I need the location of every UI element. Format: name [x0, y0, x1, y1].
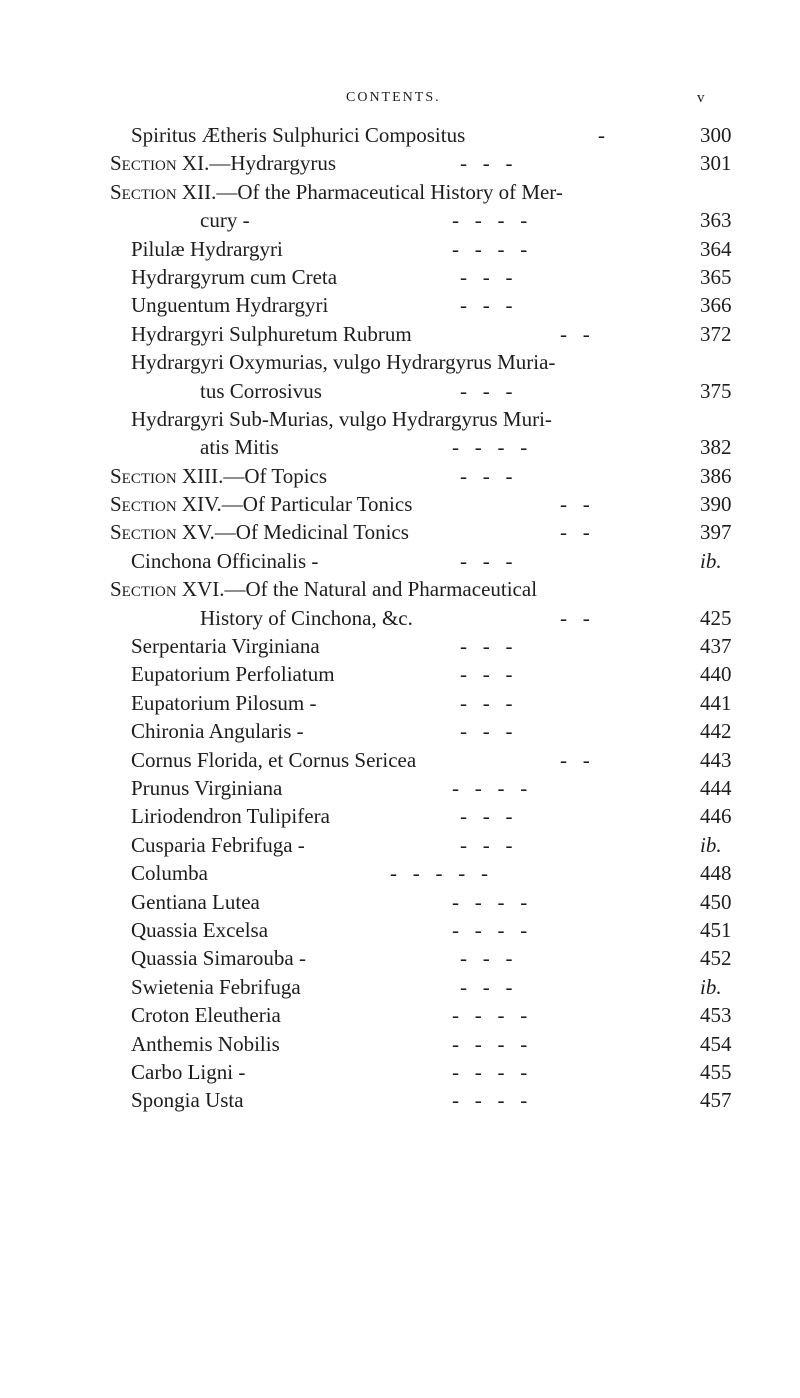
toc-entry	[0, 263, 800, 291]
toc-entry	[0, 320, 800, 348]
leader-dashes: - - -	[460, 463, 513, 488]
leader-dashes: - - - - -	[390, 861, 488, 886]
toc-entry	[0, 689, 800, 717]
page-ref: 382	[700, 435, 732, 460]
leader-dashes: - - -	[460, 804, 513, 829]
entry-text: Serpentaria Virginiana	[131, 634, 320, 659]
page-ref: 390	[700, 492, 732, 517]
toc-entry-title	[131, 746, 416, 774]
toc-entry	[0, 405, 800, 433]
page-ref: ib.	[700, 832, 722, 857]
toc-entry-title	[131, 888, 260, 916]
toc-entry	[0, 1086, 800, 1114]
entry-text: XVI.—Of the Natural and Pharmaceutical	[181, 577, 538, 602]
toc-entry-title	[131, 291, 328, 319]
toc-entry	[0, 774, 800, 802]
leader-dashes: - -	[560, 492, 590, 517]
toc-entry-title	[110, 490, 412, 518]
entry-text: atis Mitis	[200, 435, 279, 460]
toc-entry-title	[131, 973, 301, 1001]
toc-entry-title	[131, 802, 330, 830]
leader-dashes: - -	[560, 747, 590, 772]
entry-text: tus Corrosivus	[200, 378, 322, 403]
leader-dashes: - -	[560, 520, 590, 545]
entry-text: Quassia Simarouba -	[131, 946, 306, 971]
page-ref: 446	[700, 804, 732, 829]
toc-entry-title	[131, 1086, 244, 1114]
page-ref: 454	[700, 1031, 732, 1056]
entry-text: Anthemis Nobilis	[131, 1031, 280, 1056]
entry-text: Hydrargyri Sulphuretum Rubrum	[131, 321, 412, 346]
page-ref: 453	[700, 1003, 732, 1028]
page-ref: 437	[700, 634, 732, 659]
section-label: Section	[110, 492, 177, 517]
entry-text: XV.—Of Medicinal Tonics	[181, 520, 409, 545]
page-ref: 444	[700, 775, 732, 800]
toc-entry	[0, 291, 800, 319]
entry-text: Cornus Florida, et Cornus Sericea	[131, 747, 417, 772]
toc-entry-title	[110, 575, 537, 603]
toc-entry-title	[131, 547, 318, 575]
entry-text: Hydrargyri Sub-Murias, vulgo Hydrargyrus Muri-	[131, 406, 552, 431]
toc-entry-title	[131, 1030, 280, 1058]
toc-entry	[0, 121, 800, 149]
leader-dashes: - - -	[460, 662, 513, 687]
entry-text: XI.—Hydrargyrus	[181, 151, 337, 176]
page-ref: 375	[700, 378, 732, 403]
leader-dashes: - - - -	[452, 1088, 528, 1113]
toc-entry-title	[131, 320, 412, 348]
entry-text: XII.—Of the Pharmaceutical History of Mer-	[181, 179, 563, 204]
toc-entry	[0, 1001, 800, 1029]
leader-dashes: - - -	[460, 264, 513, 289]
leader-dashes: - - - -	[452, 435, 528, 460]
entry-text: cury -	[200, 208, 250, 233]
toc-entry	[0, 433, 800, 461]
section-label: Section	[110, 151, 177, 176]
page-ref: 386	[700, 463, 732, 488]
leader-dashes: - -	[560, 321, 590, 346]
entry-text: History of Cinchona, &c.	[200, 605, 413, 630]
page-ref: 451	[700, 917, 732, 942]
page-ref: 363	[700, 208, 732, 233]
toc-entry-title	[131, 944, 306, 972]
toc-entry	[0, 377, 800, 405]
toc-entry-title	[131, 348, 555, 376]
toc-entry-title	[131, 235, 283, 263]
entry-text: Carbo Ligni -	[131, 1059, 246, 1084]
toc-entry	[0, 575, 800, 603]
toc-entry-title	[200, 433, 279, 461]
toc-entry	[0, 235, 800, 263]
leader-dashes: - - - -	[452, 1003, 528, 1028]
toc-entry-title	[200, 206, 250, 234]
page-ref: 440	[700, 662, 732, 687]
entry-text: Cusparia Febrifuga -	[131, 832, 305, 857]
entry-text: Spiritus Ætheris Sulphurici Compositus	[131, 123, 466, 147]
page-ref: 452	[700, 946, 732, 971]
page-ref: ib.	[700, 974, 722, 999]
entry-text: Columba	[131, 861, 208, 886]
toc-entry	[0, 518, 800, 546]
page-ref: 301	[700, 151, 732, 176]
toc-entry	[0, 859, 800, 887]
toc-entry	[0, 717, 800, 745]
leader-dashes: - - - -	[452, 1059, 528, 1084]
page-ref: 442	[700, 719, 732, 744]
section-label: Section	[110, 577, 177, 602]
toc-entry	[0, 149, 800, 177]
page-ref: 397	[700, 520, 732, 545]
entry-text: Cinchona Officinalis -	[131, 548, 319, 573]
leader-dashes: - - -	[460, 548, 513, 573]
entry-text: Chironia Angularis -	[131, 719, 304, 744]
toc-entry-title	[131, 660, 335, 688]
toc-entry-title	[131, 1058, 245, 1086]
leader-dashes: - - -	[460, 378, 513, 403]
entry-text: Quassia Excelsa	[131, 917, 269, 942]
page-ref: 365	[700, 264, 732, 289]
leader-dashes: - - -	[460, 293, 513, 318]
toc-entry-title	[200, 604, 413, 632]
entry-text: Swietenia Febrifuga	[131, 974, 301, 999]
toc-entry-title	[131, 916, 268, 944]
toc-entry-title	[131, 263, 337, 291]
leader-dashes: - - - -	[452, 236, 528, 261]
entry-text: Pilulæ Hydrargyri	[131, 236, 283, 261]
leader-dashes: - - -	[460, 832, 513, 857]
toc-entry	[0, 660, 800, 688]
page-ref: 450	[700, 889, 732, 914]
entry-text: Eupatorium Perfoliatum	[131, 662, 335, 687]
entry-text: Croton Eleutheria	[131, 1003, 281, 1028]
toc-entry	[0, 1030, 800, 1058]
toc-entry-title	[131, 405, 552, 433]
page-ref: 366	[700, 293, 732, 318]
toc-entry-title	[200, 377, 322, 405]
toc-entry-title	[110, 462, 327, 490]
leader-dashes: - - -	[460, 690, 513, 715]
toc-entry	[0, 1058, 800, 1086]
entry-text: XIV.—Of Particular Tonics	[181, 492, 413, 517]
entry-text: Gentiana Lutea	[131, 889, 260, 914]
toc-entry	[0, 490, 800, 518]
entry-text: Hydrargyri Oxymurias, vulgo Hydrargyrus Muria-	[131, 350, 556, 375]
page-ref: 457	[700, 1088, 732, 1113]
toc-entry-title	[131, 831, 305, 859]
leader-dashes: - - - -	[452, 889, 528, 914]
leader-dashes: - - - -	[452, 208, 528, 233]
toc-entry	[0, 348, 800, 376]
page-ref: 441	[700, 690, 732, 715]
toc-entry	[0, 973, 800, 1001]
toc-entry	[0, 888, 800, 916]
toc-entry-title	[131, 859, 208, 887]
page-ref: 300	[700, 123, 732, 147]
toc-entry	[0, 206, 800, 234]
toc-entry	[0, 604, 800, 632]
leader-dashes: -	[598, 123, 605, 147]
toc-entry	[0, 632, 800, 660]
page-header	[0, 90, 800, 114]
toc-entry	[0, 462, 800, 490]
leader-dashes: - -	[560, 605, 590, 630]
toc-entry-title	[131, 717, 304, 745]
toc-entry-title	[131, 1001, 281, 1029]
toc-entry	[0, 178, 800, 206]
table-of-contents	[0, 121, 800, 1115]
toc-entry	[0, 831, 800, 859]
page-ref: 448	[700, 861, 732, 886]
entry-text: Spongia Usta	[131, 1088, 244, 1113]
toc-entry-title	[131, 774, 282, 802]
toc-entry	[0, 802, 800, 830]
toc-entry	[0, 547, 800, 575]
section-label: Section	[110, 179, 177, 204]
toc-entry-title	[131, 632, 320, 660]
toc-entry	[0, 916, 800, 944]
entry-text: XIII.—Of Topics	[181, 463, 328, 488]
toc-entry-title	[110, 178, 563, 206]
page-ref: 364	[700, 236, 732, 261]
leader-dashes: - - -	[460, 634, 513, 659]
leader-dashes: - - - -	[452, 775, 528, 800]
toc-entry-title	[110, 518, 409, 546]
toc-entry-title	[131, 689, 317, 717]
entry-text: Eupatorium Pilosum -	[131, 690, 317, 715]
leader-dashes: - - -	[460, 946, 513, 971]
running-head: CONTENTS.	[346, 90, 441, 105]
toc-entry-title	[131, 121, 465, 149]
leader-dashes: - - -	[460, 974, 513, 999]
leader-dashes: - - -	[460, 151, 513, 176]
section-label: Section	[110, 463, 177, 488]
page-ref: 372	[700, 321, 732, 346]
leader-dashes: - - - -	[452, 917, 528, 942]
leader-dashes: - - -	[460, 719, 513, 744]
page-ref: 443	[700, 747, 732, 772]
toc-entry-title	[110, 149, 336, 177]
page-ref: 455	[700, 1059, 732, 1084]
entry-text: Prunus Virginiana	[131, 775, 283, 800]
entry-text: Hydrargyrum cum Creta	[131, 264, 338, 289]
page-ref: 425	[700, 605, 732, 630]
leader-dashes: - - - -	[452, 1031, 528, 1056]
page-number: v	[697, 90, 705, 106]
toc-entry	[0, 746, 800, 774]
page-ref: ib.	[700, 548, 722, 573]
section-label: Section	[110, 520, 177, 545]
toc-entry	[0, 944, 800, 972]
entry-text: Liriodendron Tulipifera	[131, 804, 330, 829]
entry-text: Unguentum Hydrargyri	[131, 293, 329, 318]
